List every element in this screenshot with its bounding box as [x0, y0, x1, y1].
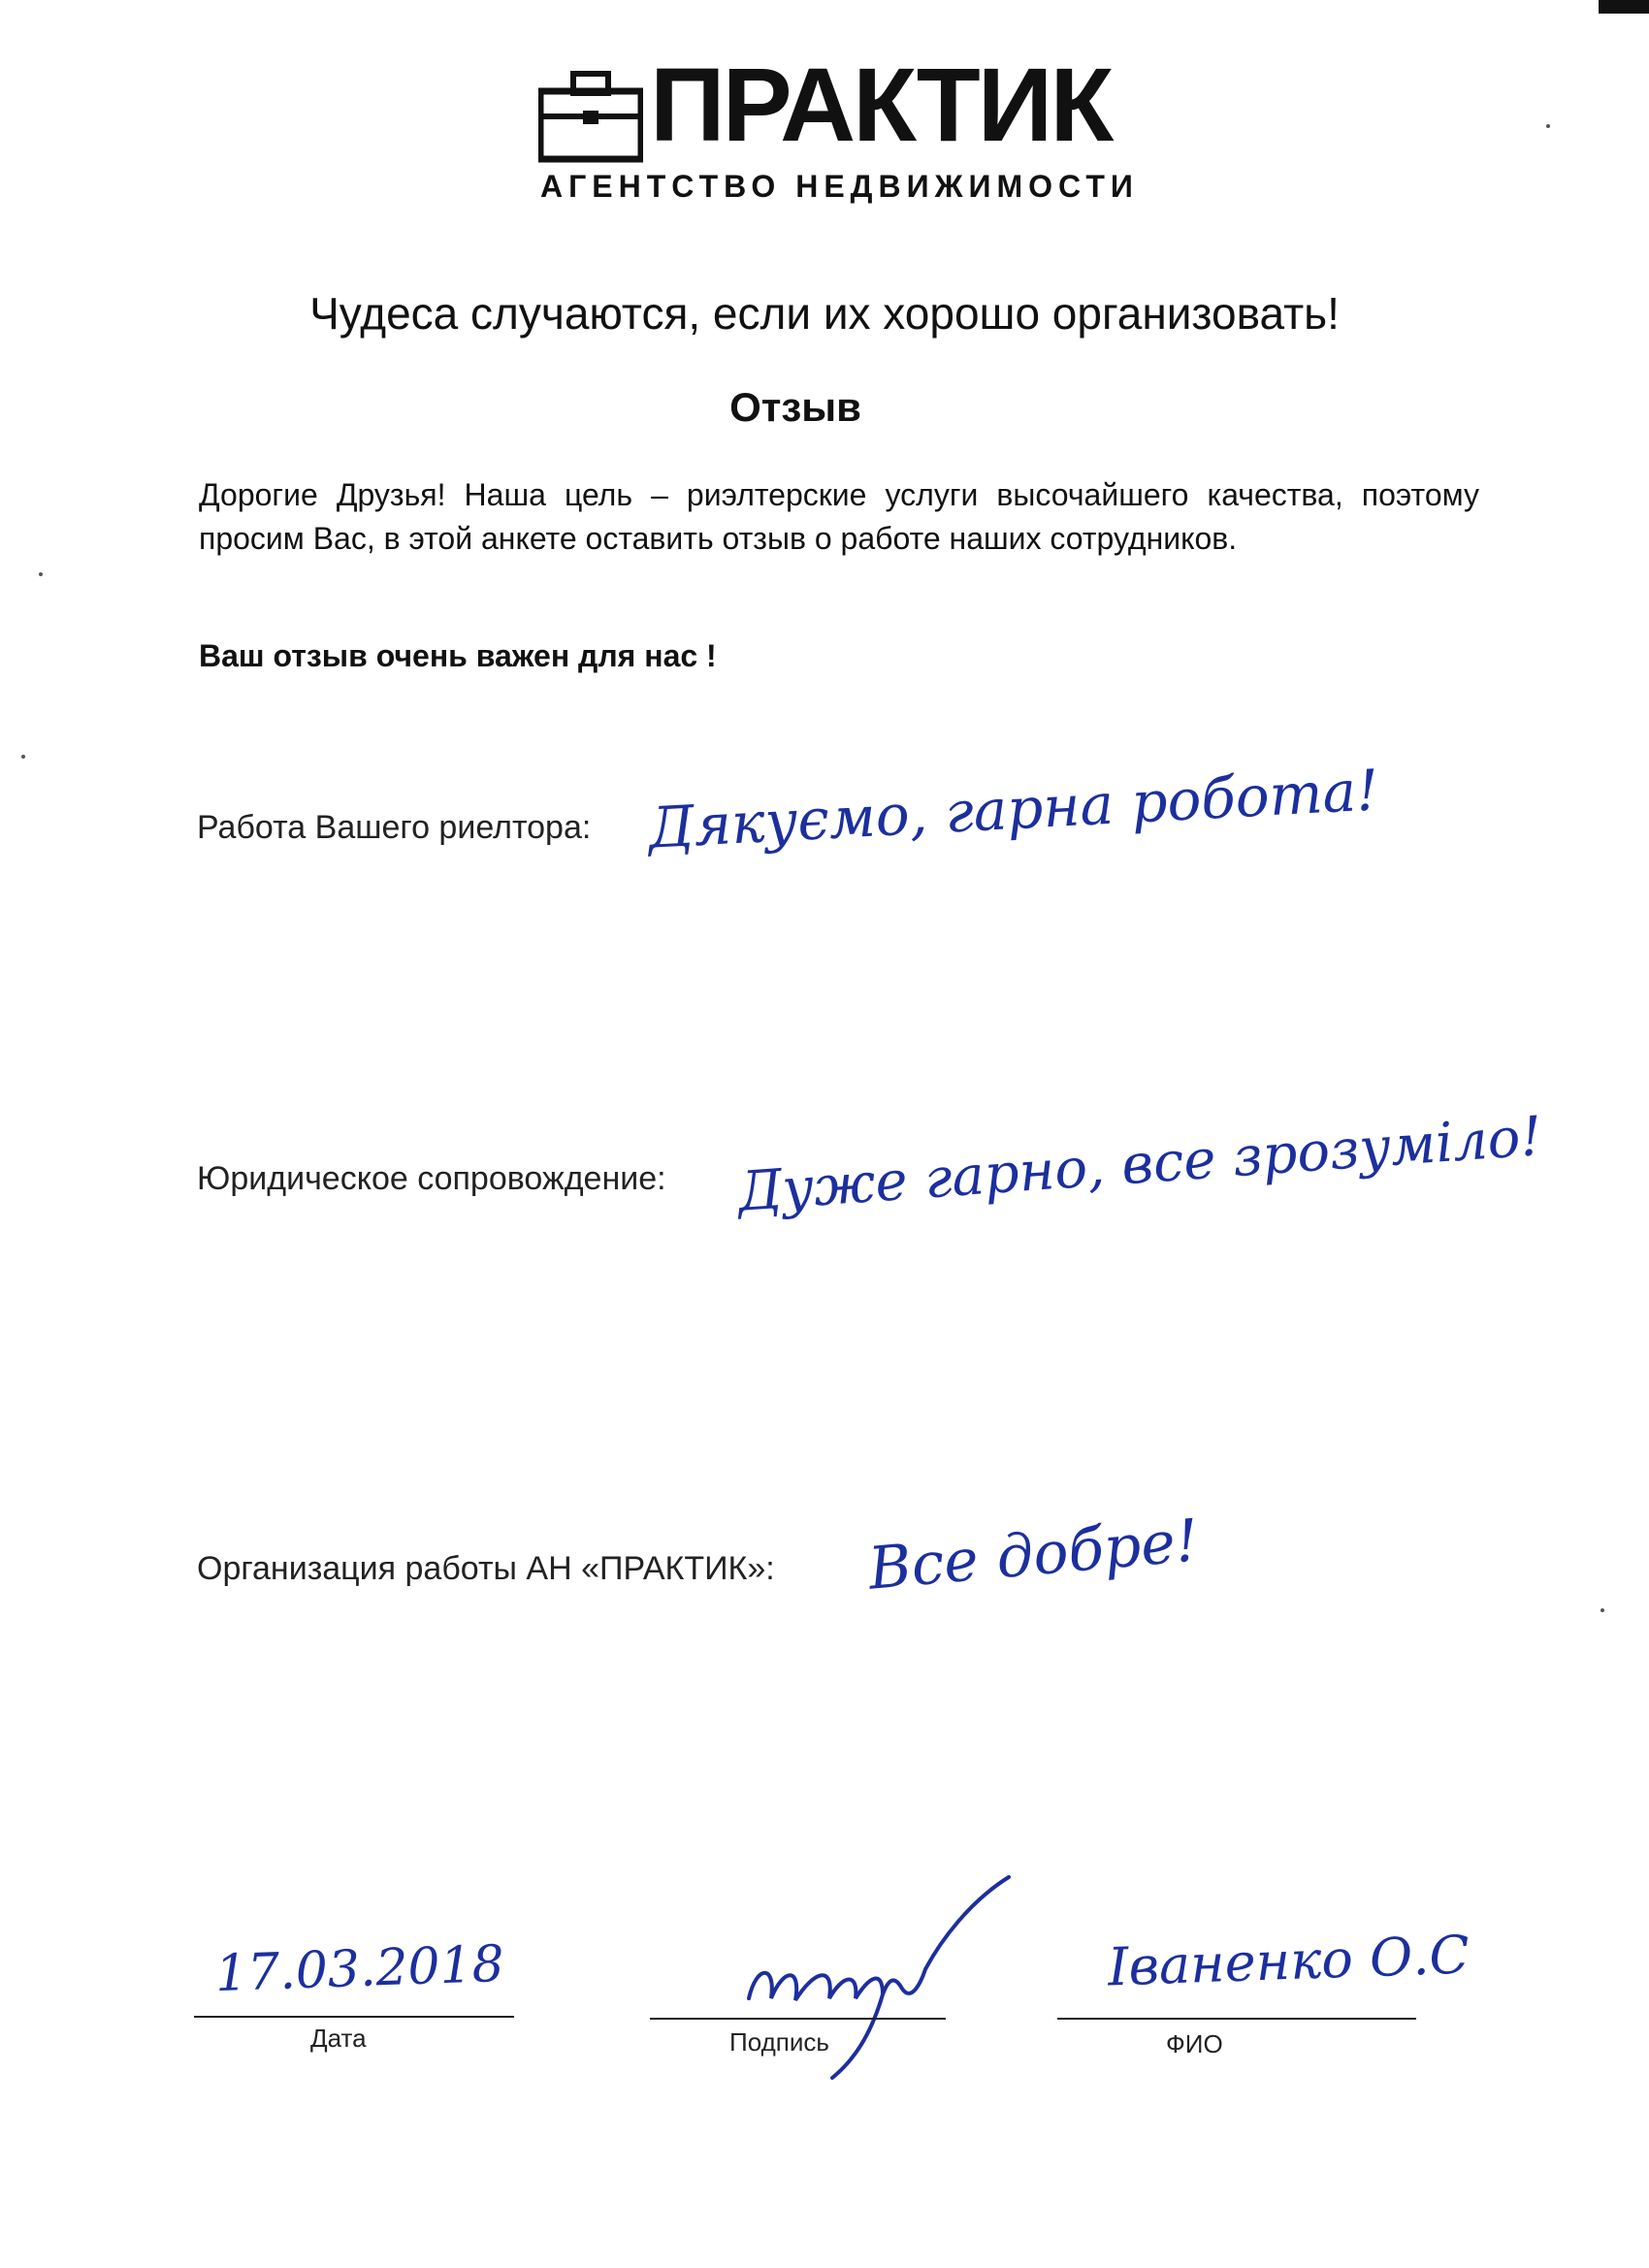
answer-realtor: Дякуємо, гарна робота! — [646, 757, 1380, 861]
name-line — [1057, 2018, 1416, 2020]
scan-corner-mark — [1599, 0, 1649, 14]
answer-legal: Дуже гарно, все зрозуміло! — [735, 1105, 1544, 1224]
name-value: Іваненко О.С — [1107, 1924, 1471, 1998]
date-line — [194, 2016, 514, 2018]
motto: Чудеса случаются, если их хорошо организовать! — [309, 288, 1340, 339]
date-value: 17.03.2018 — [214, 1934, 505, 2004]
scan-speck — [1546, 124, 1550, 128]
signature-caption: Подпись — [729, 2027, 829, 2057]
briefcase-icon — [538, 70, 643, 163]
page-title: Отзыв — [729, 384, 861, 430]
logo-name: ПРАКТИК — [650, 46, 1112, 163]
answer-organization: Все добре! — [865, 1507, 1202, 1604]
scan-speck — [39, 572, 43, 576]
date-caption: Дата — [310, 2024, 367, 2053]
signature-line — [650, 2018, 946, 2020]
important-note: Ваш отзыв очень важен для нас ! — [199, 638, 717, 673]
agency-logo — [538, 46, 1145, 204]
intro-paragraph: Дорогие Друзья! Наша цель – риэлтерские услуги высочайшего качества, поэтому просим Вас, в этой анкете оставить отзыв о работе наших сотрудников. — [199, 477, 1479, 556]
logo-subtitle: АГЕНТСТВО НЕДВИЖИМОСТИ — [540, 169, 1139, 204]
question-label-realtor: Работа Вашего риелтора: — [197, 809, 592, 846]
name-caption: ФИО — [1166, 2029, 1223, 2058]
scan-speck — [21, 755, 25, 759]
scan-speck — [1600, 1608, 1604, 1612]
question-label-organization: Организация работы АН «ПРАКТИК»: — [197, 1550, 775, 1587]
question-label-legal: Юридическое сопровождение: — [197, 1160, 666, 1197]
